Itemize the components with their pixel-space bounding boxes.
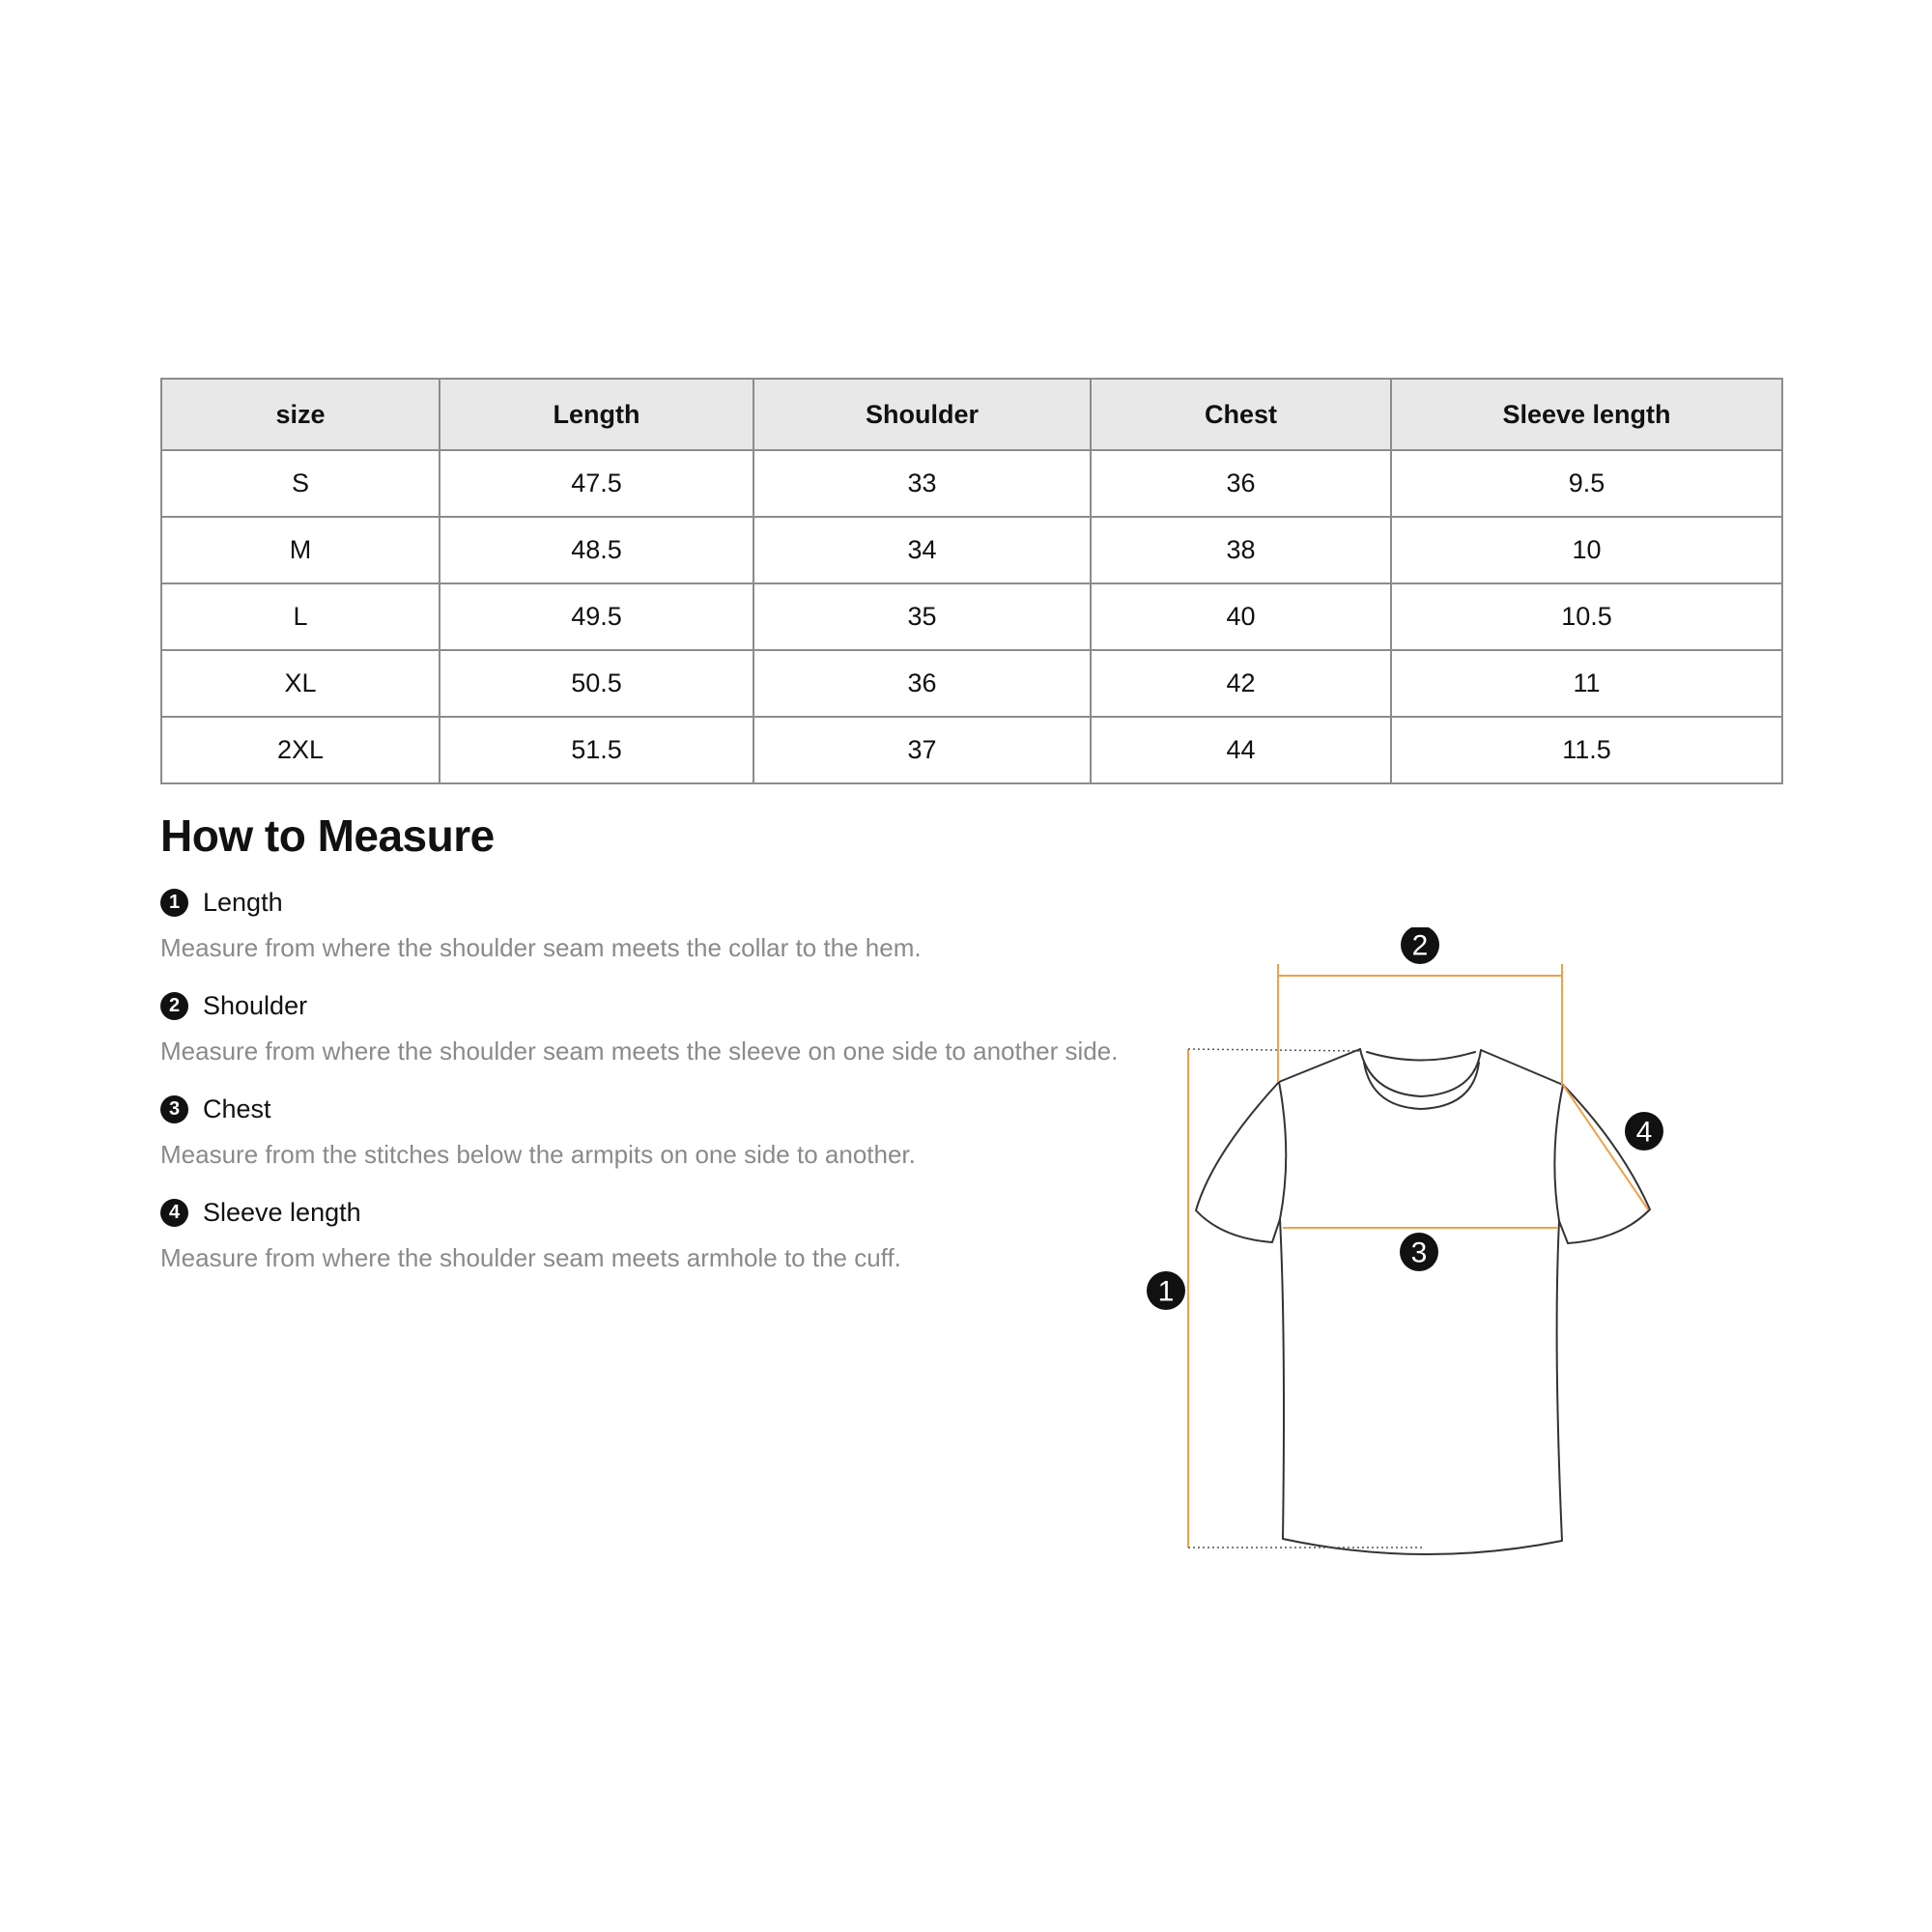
table-cell: 38: [1091, 517, 1391, 583]
length-guide-lines: [1188, 1049, 1422, 1548]
table-cell: 33: [753, 450, 1091, 517]
table-cell: XL: [161, 650, 440, 717]
table-cell: 11: [1391, 650, 1782, 717]
column-header-size: size: [161, 379, 440, 450]
table-cell: 48.5: [440, 517, 753, 583]
table-row: [161, 450, 1782, 517]
table-cell: 47.5: [440, 450, 753, 517]
table-cell: 42: [1091, 650, 1391, 717]
table-cell: 36: [753, 650, 1091, 717]
badge-sleeve-length: [1625, 1112, 1663, 1151]
how-to-measure-title: How to Measure: [160, 810, 495, 861]
step-label: Sleeve length: [203, 1197, 361, 1227]
table-cell: 10: [1391, 517, 1782, 583]
badge-length: [1147, 1271, 1185, 1310]
step-number-badge: 4: [160, 1199, 188, 1227]
step-description: Measure from where the shoulder seam meets armhole to the cuff.: [160, 1243, 901, 1272]
column-header-chest: Chest: [1091, 379, 1391, 450]
step-sleeve-length: [160, 1191, 1175, 1294]
table-cell: 9.5: [1391, 450, 1782, 517]
table-row: [161, 517, 1782, 583]
step-heading: [160, 1088, 1175, 1130]
step-label: Shoulder: [203, 990, 308, 1020]
table-cell: 11.5: [1391, 717, 1782, 783]
step-number-badge: 2: [160, 992, 188, 1020]
table-cell: L: [161, 583, 440, 650]
table-cell: 37: [753, 717, 1091, 783]
step-description: Measure from the stitches below the armpits on one side to another.: [160, 1140, 916, 1169]
tshirt-diagram-svg: [1111, 927, 1690, 1565]
step-label: Length: [203, 887, 283, 917]
table-header-row: [161, 379, 1782, 450]
measure-steps-list: [160, 881, 1175, 1294]
step-description: Measure from where the shoulder seam meets the collar to the hem.: [160, 933, 922, 962]
step-number-badge: 1: [160, 889, 188, 917]
step-label: Chest: [203, 1094, 271, 1123]
tshirt-outline-icon: [1196, 1049, 1650, 1554]
table-cell: 50.5: [440, 650, 753, 717]
table-cell: 35: [753, 583, 1091, 650]
badge-sleeve-number: 4: [1635, 1116, 1653, 1149]
column-header-shoulder: Shoulder: [753, 379, 1091, 450]
step-heading: [160, 881, 1175, 923]
table-cell: 40: [1091, 583, 1391, 650]
size-chart-table: [160, 378, 1783, 784]
table-cell: 51.5: [440, 717, 753, 783]
table-row: [161, 650, 1782, 717]
table-row: [161, 717, 1782, 783]
step-shoulder: [160, 984, 1175, 1088]
step-length: [160, 881, 1175, 984]
table-cell: M: [161, 517, 440, 583]
badge-chest-number: 3: [1410, 1236, 1428, 1269]
column-header-length: Length: [440, 379, 753, 450]
table-row: [161, 583, 1782, 650]
step-heading: [160, 1191, 1175, 1234]
table-cell: 44: [1091, 717, 1391, 783]
badge-chest: [1400, 1233, 1438, 1271]
table-cell: 2XL: [161, 717, 440, 783]
table-cell: 10.5: [1391, 583, 1782, 650]
step-chest: [160, 1088, 1175, 1191]
badge-length-number: 1: [1157, 1275, 1175, 1308]
table-cell: 36: [1091, 450, 1391, 517]
step-description: Measure from where the shoulder seam meets the sleeve on one side to another side.: [160, 1037, 1119, 1065]
table-cell: S: [161, 450, 440, 517]
step-number-badge: 3: [160, 1095, 188, 1123]
badge-shoulder: [1401, 927, 1439, 964]
tshirt-measurement-diagram: [1111, 927, 1690, 1565]
table-cell: 34: [753, 517, 1091, 583]
step-heading: [160, 984, 1175, 1027]
badge-shoulder-number: 2: [1411, 929, 1429, 962]
column-header-sleeve-length: Sleeve length: [1391, 379, 1782, 450]
table-cell: 49.5: [440, 583, 753, 650]
